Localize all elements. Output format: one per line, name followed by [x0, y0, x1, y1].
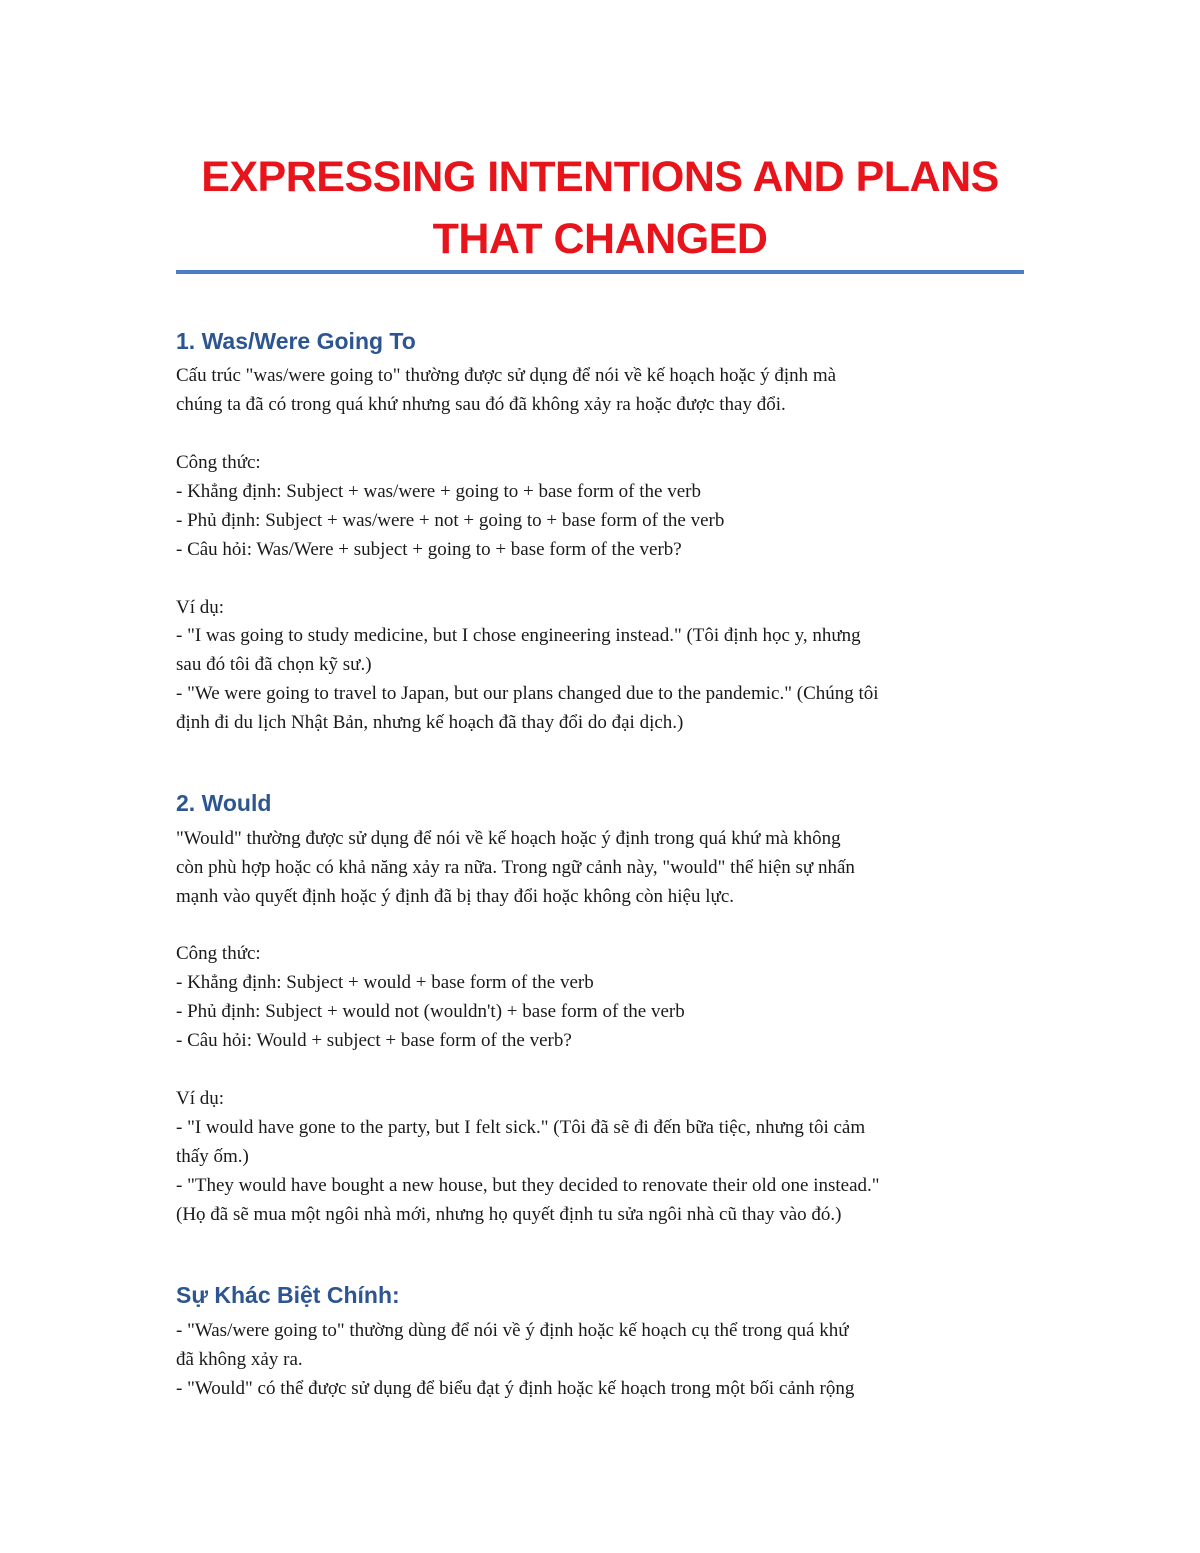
section-2-formula-question: - Câu hỏi: Would + subject + base form of the verb?: [176, 1030, 572, 1051]
section-1-example-label: Ví dụ:: [176, 597, 225, 618]
section-1-intro-line-2: chúng ta đã có trong quá khứ nhưng sau đó đã không xảy ra hoặc được thay đổi.: [176, 394, 786, 415]
section-2-formula-negative: - Phủ định: Subject + would not (wouldn't) + base form of the verb: [176, 1001, 685, 1022]
section-2-example-label: Ví dụ:: [176, 1088, 225, 1109]
title-line-2: THAT CHANGED: [432, 215, 768, 263]
section-1-intro-line-1: Cấu trúc "was/were going to" thường được sử dụng để nói về kế hoạch hoặc ý định mà: [176, 365, 837, 386]
section-1-formula-negative: - Phủ định: Subject + was/were + not + going to + base form of the verb: [176, 510, 725, 531]
section-1-example-line-4: định đi du lịch Nhật Bản, nhưng kế hoạch đã thay đổi do đại dịch.): [176, 712, 684, 733]
section-1-formula-question: - Câu hỏi: Was/Were + subject + going to + base form of the verb?: [176, 539, 682, 560]
title-underline: [176, 270, 1024, 274]
section-3-line-1: - "Was/were going to" thường dùng để nói về ý định hoặc kế hoạch cụ thể trong quá khứ: [176, 1320, 849, 1341]
section-2-example-line-3: - "They would have bought a new house, but they decided to renovate their old one instead.": [176, 1175, 880, 1196]
section-1-heading: 1. Was/Were Going To: [176, 328, 416, 354]
section-1-example-line-3: - "We were going to travel to Japan, but our plans changed due to the pandemic." (Chúng tôi: [176, 683, 879, 704]
section-3-heading: Sự Khác Biệt Chính:: [176, 1282, 400, 1308]
section-3-line-3: - "Would" có thể được sử dụng để biểu đạt ý định hoặc kế hoạch trong một bối cảnh rộng: [176, 1378, 855, 1399]
document-title: [176, 146, 1024, 270]
section-2-formula-affirmative: - Khẳng định: Subject + would + base form of the verb: [176, 972, 594, 993]
section-2-example-line-2: thấy ốm.): [176, 1146, 249, 1167]
section-1-example-line-2: sau đó tôi đã chọn kỹ sư.): [176, 654, 372, 675]
title-line-1: EXPRESSING INTENTIONS AND PLANS: [201, 153, 999, 201]
section-2-intro-line-2: còn phù hợp hoặc có khả năng xảy ra nữa. Trong ngữ cảnh này, "would" thể hiện sự nhấn: [176, 857, 855, 878]
section-1-example-line-1: - "I was going to study medicine, but I chose engineering instead." (Tôi định học y, nhưng: [176, 625, 861, 646]
section-1-formula-label: Công thức:: [176, 452, 261, 473]
section-2-formula-label: Công thức:: [176, 943, 261, 964]
section-2-example-line-4: (Họ đã sẽ mua một ngôi nhà mới, nhưng họ quyết định tu sửa ngôi nhà cũ thay vào đó.): [176, 1204, 842, 1225]
section-3-line-2: đã không xảy ra.: [176, 1349, 303, 1370]
section-2-intro-line-3: mạnh vào quyết định hoặc ý định đã bị thay đổi hoặc không còn hiệu lực.: [176, 886, 735, 907]
section-1-formula-affirmative: - Khẳng định: Subject + was/were + going to + base form of the verb: [176, 481, 701, 502]
section-2-intro-line-1: "Would" thường được sử dụng để nói về kế hoạch hoặc ý định trong quá khứ mà không: [176, 828, 841, 849]
section-2-heading: 2. Would: [176, 790, 272, 816]
section-2-example-line-1: - "I would have gone to the party, but I felt sick." (Tôi đã sẽ đi đến bữa tiệc, nhưng tôi cảm: [176, 1117, 866, 1138]
